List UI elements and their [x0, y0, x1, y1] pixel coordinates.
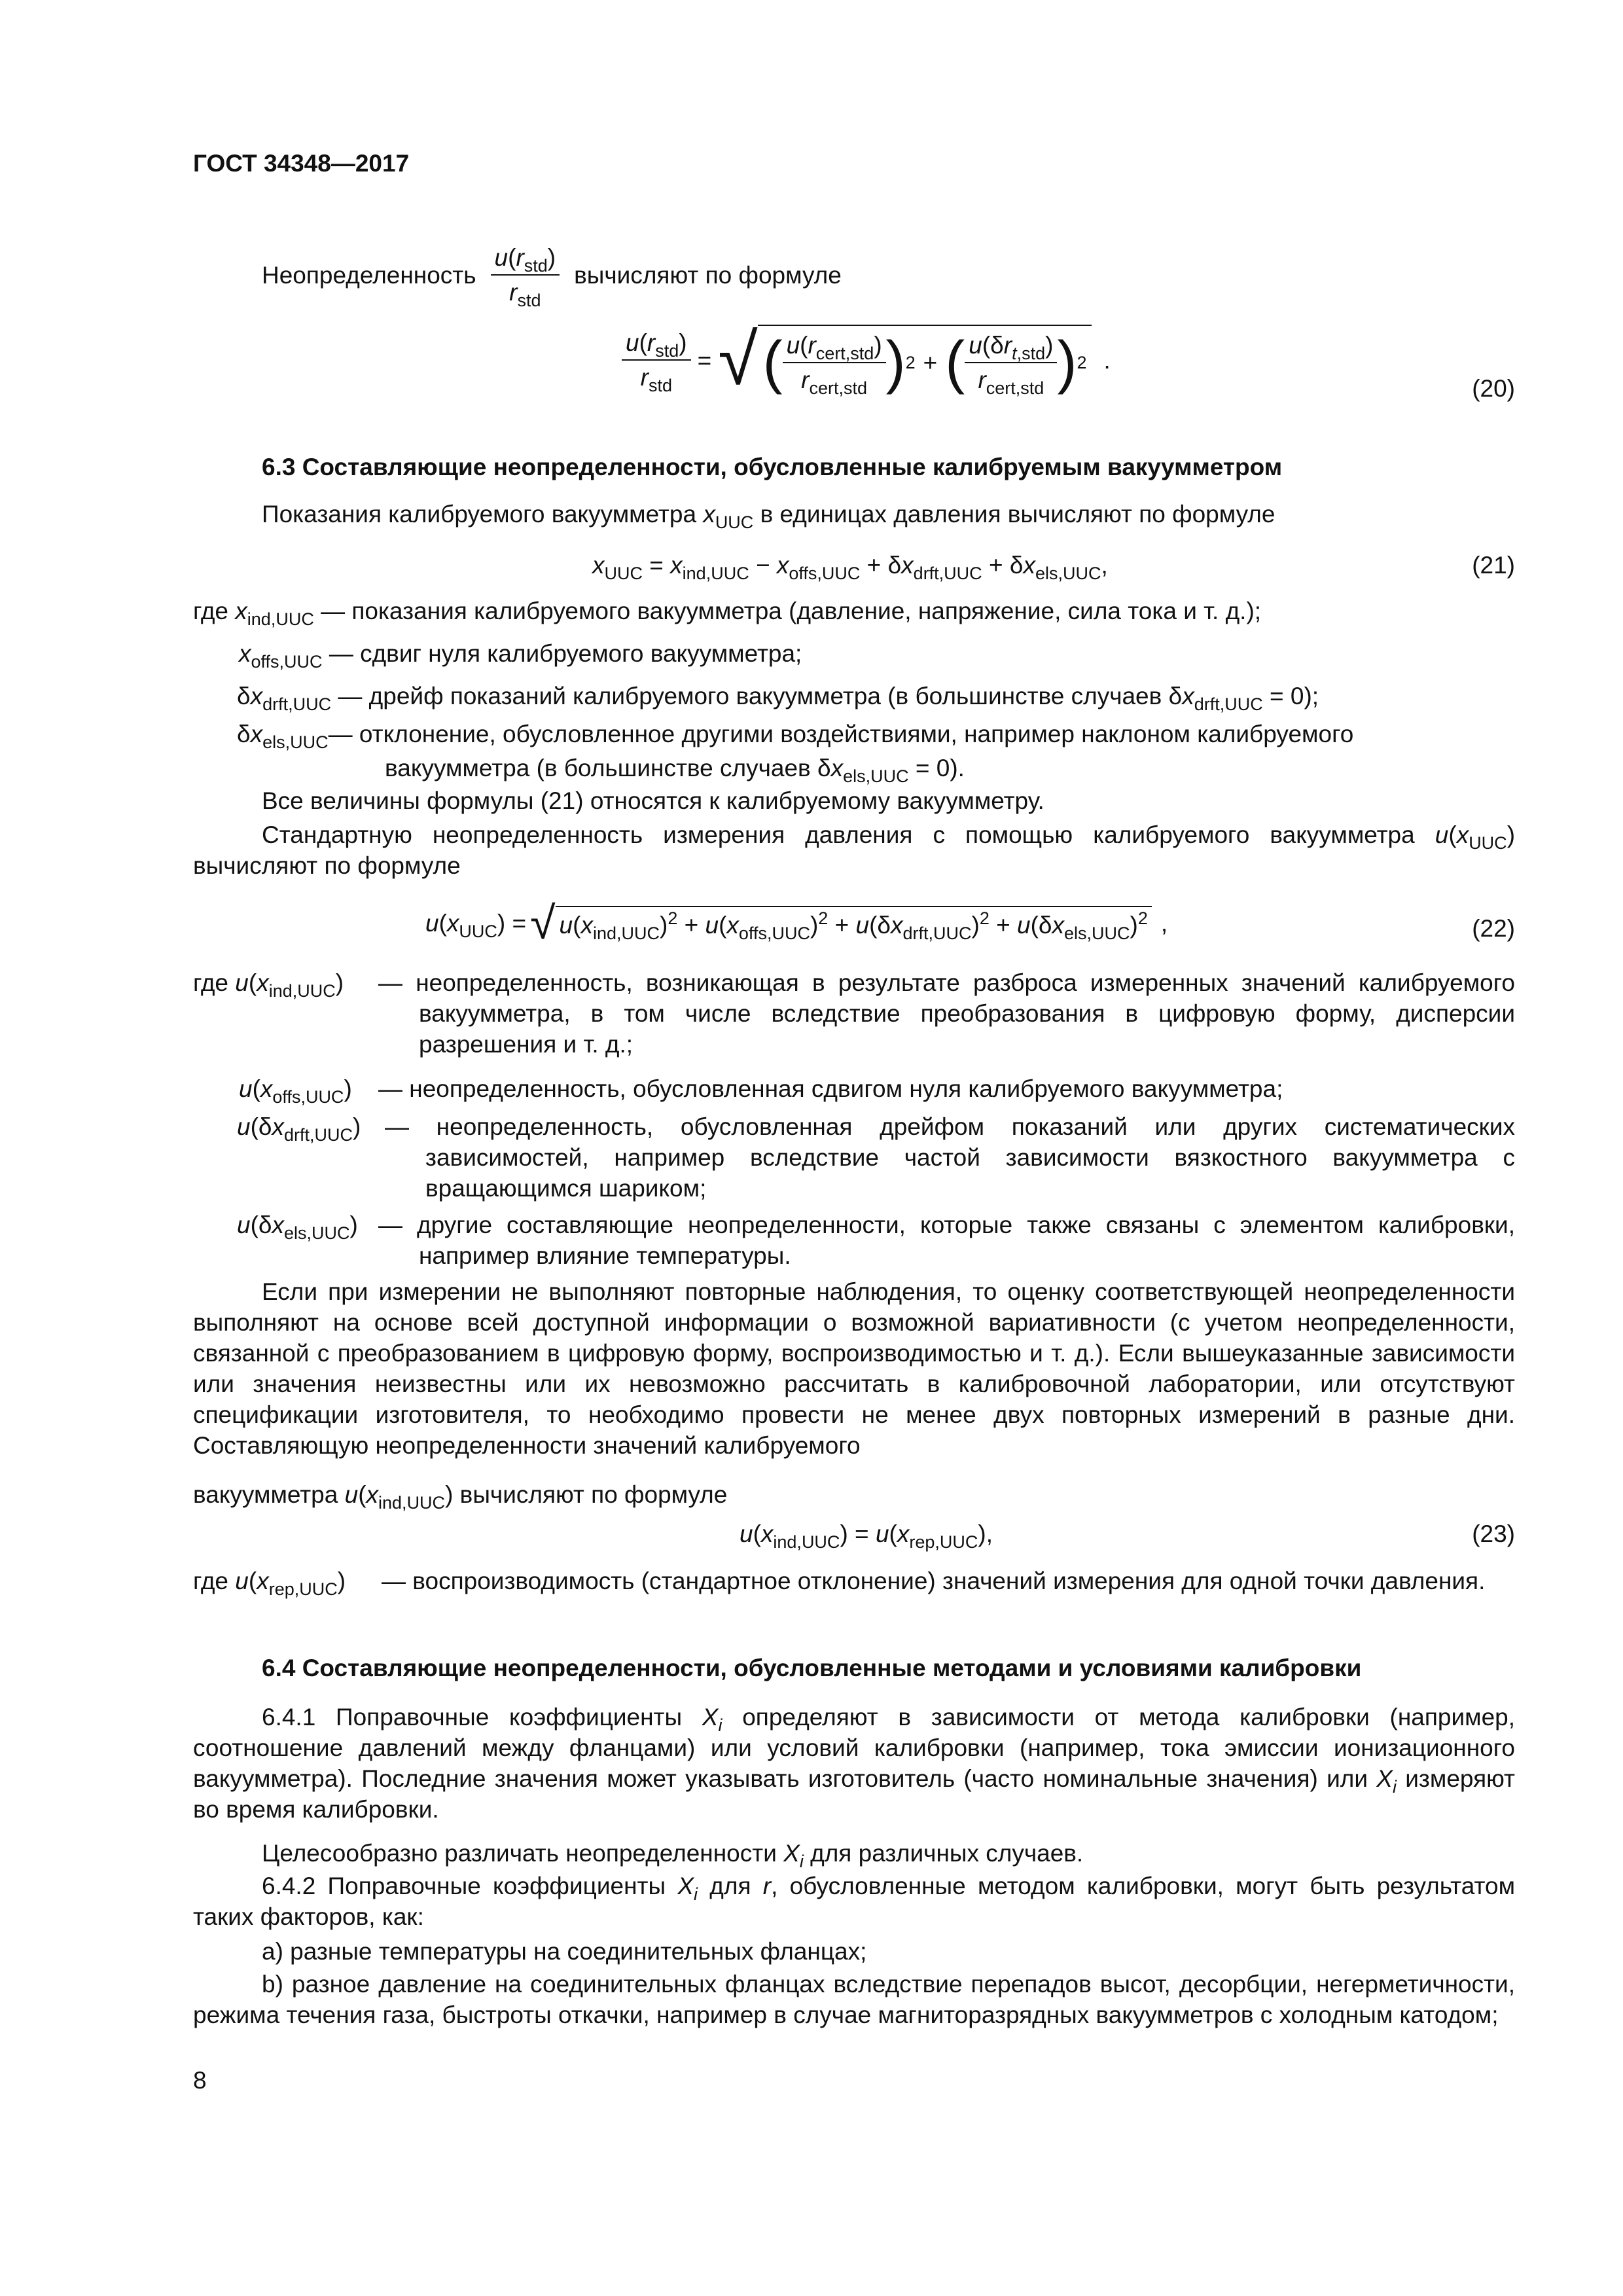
- paragraph-6-3-3-b: вычисляют по формуле: [193, 852, 461, 879]
- paragraph-6-3-2: Все величины формулы (21) относятся к калибруемому вакуумметру.: [262, 787, 1044, 814]
- where-21-line-4b: вакуумметра (в большинстве случаев $\delta x_{els,UUC} = 0$).: [385, 755, 965, 786]
- list-item-b: b) разное давление на соединительных фланцах вследствие перепадов высот, десорбции, негерметичности, режима течения газа, быстроты откачки, например в случае магниторазрядных вакуумметров с холодным катодом;: [193, 1971, 1515, 2028]
- equation-number-23: (23): [1472, 1520, 1515, 1547]
- paragraph-6-4-2-a: Целесообразно различать неопределенности: [262, 1840, 777, 1867]
- where-21-text-4a: — отклонение, обусловленное другими воздействиями, например наклоном калибруемого: [328, 721, 1354, 747]
- where-22-text-3: — неопределенность, обусловленная дрейфом показаний или других систематических зависимостей, например вследствие частой зависимости вязкостного вакуумметра с вращающимся шариком;: [385, 1113, 1515, 1202]
- where-22-term-1: где $u(x_{ind,UUC})$: [193, 969, 344, 1001]
- paragraph-6-3-1-post: в единицах давления вычисляют по формуле: [760, 501, 1275, 528]
- where-21-text-2: — сдвиг нуля калибруемого вакуумметра;: [329, 640, 802, 667]
- where-22-text-1: — неопределенность, возникающая в результате разброса измеренных значений калибруемого вакуумметра, в том числе вследствие преобразования в цифровую форму, дисперсии разрешения и т. д.;: [378, 969, 1515, 1058]
- equation-number-21: (21): [1472, 552, 1515, 579]
- where-21-text-3: — дрейф показаний калибруемого вакуумметра (в большинстве случаев: [338, 683, 1162, 709]
- where-22-term-3: $u(\delta x_{drft,UUC})$: [237, 1113, 361, 1145]
- where-22-text-2: — неопределенность, обусловленная сдвигом нуля калибруемого вакуумметра;: [378, 1075, 1283, 1102]
- where-22-term-4: $u(\delta x_{els,UUC})$: [237, 1211, 358, 1243]
- where-22-term-2: $u(x_{offs,UUC})$: [239, 1075, 352, 1107]
- paragraph-6-3-1: Показания калибруемого вакуумметра $x_{UUC}$ в единицах давления вычисляют по формуле: [262, 501, 1275, 532]
- where-22-text-4: — другие составляющие неопределенности, которые также связаны с элементом калибровки, например влияние температуры.: [378, 1211, 1515, 1269]
- where-label-23: где: [193, 1568, 229, 1594]
- page-number: 8: [193, 2067, 207, 2094]
- formula-22: $u(x_{UUC})$ = √ $u(x_{ind,UUC})^2 + u(x_{offs,UUC})^2 + u(\delta x_{drft,UUC})^2 + u(\delta x_{els,UUC})^2$ ,: [425, 897, 1168, 948]
- where-23-term-1: где $u(x_{rep,UUC})$: [193, 1568, 346, 1599]
- paragraph-6-4-1-a: 6.4.1 Поправочные коэффициенты: [262, 1704, 683, 1731]
- paragraph-6-4-3: 6.4.2 Поправочные коэффициенты $X_i$ для r, обусловленные методом калибровки, могут быть результатом таких факторов, как:: [193, 1873, 1516, 1930]
- section-6-4-heading: 6.4 Составляющие неопределенности, обусловленные методами и условиями калибровки: [262, 1655, 1362, 1681]
- where-21-line-1: где $x_{ind,UUC}$ — показания калибруемого вакуумметра (давление, напряжение, сила тока и т. д.);: [193, 598, 1262, 629]
- paragraph-6-3-3: Стандартную неопределенность измерения давления с помощью калибруемого вакуумметра $u(x_{UUC})$ вычисляют по формуле: [193, 821, 1516, 879]
- paragraph-6-4-3-c: обусловленные методом калибровки, могут быть результатом таких факторов, как:: [193, 1873, 1516, 1930]
- where-label-22: где: [193, 969, 229, 996]
- paragraph-6-3-1-pre: Показания калибруемого вакуумметра: [262, 501, 697, 528]
- section-6-3-heading: 6.3 Составляющие неопределенности, обусловленные калибруемым вакуумметром: [262, 454, 1283, 480]
- paragraph-6-3-4-tail-pre: вакуумметра: [193, 1481, 338, 1508]
- formula-20-intro: [262, 242, 842, 308]
- where-21-text-1: — показания калибруемого вакуумметра (давление, напряжение, сила тока и т. д.);: [321, 598, 1262, 624]
- equation-number-22: (22): [1472, 915, 1515, 942]
- where-21-line-3: $\delta x_{drft,UUC}$ — дрейф показаний калибруемого вакуумметра (в большинстве случаев $\delta x_{drft,UUC} = 0$);: [237, 683, 1319, 714]
- document-header: ГОСТ 34348—2017: [193, 150, 410, 177]
- formula-21: $x_{UUC} = x_{ind,UUC} - x_{offs,UUC} + \delta x_{drft,UUC} + \delta x_{els,UUC}$,: [592, 552, 1108, 583]
- paragraph-6-3-4: Если при измерении не выполняют повторные наблюдения, то оценку соответствующей неопределенности выполняют на основе всей доступной информации о возможной вариативности (с учетом неопределенности, связанной с преобразованием в цифровую форму, воспроизводимостью и т. д.). Если вышеуказанные зависимости или значения неизвестны или их невозможно рассчитать в калибровочной лаборатории, или отсутствуют спецификации изготовителя, то необходимо провести не менее двух повторных измерений в разные дни. Составляющую неопределенности значений калибруемого: [193, 1278, 1515, 1459]
- equation-number-20: (20): [1472, 375, 1515, 402]
- where-21-line-2: $x_{offs,UUC}$ — сдвиг нуля калибруемого вакуумметра;: [239, 640, 802, 672]
- where-21-line-4: $\delta x_{els,UUC}—$ отклонение, обусловленное другими воздействиями, например наклоном калибруемого: [237, 721, 1354, 752]
- paragraph-6-4-1: 6.4.1 Поправочные коэффициенты $X_i$ определяют в зависимости от метода калибровки (например, соотношение давлений между фланцами) или условий калибровки (например, тока эмиссии ионизационного вакуумметра). Последние значения может указывать изготовитель (часто номинальные значения) или $X_i$ измеряют во время калибровки.: [193, 1704, 1516, 1823]
- where-21-text-4b: вакуумметра (в большинстве случаев: [385, 755, 811, 781]
- paragraph-6-3-4-tail: вакуумметра $u(x_{ind,UUC})$ вычисляют по формуле: [193, 1481, 728, 1513]
- paragraph-6-4-1-b: определяют в зависимости от метода калибровки (например, соотношение давлений между фланцами) или условий калибровки (например, тока эмиссии ионизационного вакуумметра). Последние значения может указывать изготовитель (часто номинальные значения) или: [193, 1704, 1516, 1792]
- formula-20: $\frac{u(r_{std})}{r_{std}}$ = √ ( $\frac{u(r_{cert,std})}{r_{cert,std}}$ ) 2 + ( $\frac{u(\delta r_{t,std})}{r_{cert,std}}$ ) 2 .: [622, 324, 1111, 396]
- paragraph-6-4-3-a: 6.4.2 Поправочные коэффициенты: [262, 1873, 666, 1899]
- paragraph-6-4-3-b: для: [709, 1873, 751, 1899]
- paragraph-6-4-1-c: измеряют во время калибровки.: [193, 1765, 1515, 1823]
- formula-20-intro-pre: Неопределенность: [262, 261, 476, 289]
- paragraph-6-3-3-a: Стандартную неопределенность измерения давления с помощью калибруемого вакуумметра: [262, 821, 1415, 848]
- list-item-a: a) разные температуры на соединительных фланцах;: [262, 1938, 867, 1965]
- where-23-text-1: — воспроизводимость (стандартное отклонение) значений измерения для одной точки давления.: [382, 1568, 1486, 1594]
- paragraph-6-4-2-b: для различных случаев.: [810, 1840, 1084, 1867]
- formula-23: $u(x_{ind,UUC}) = u(x_{rep,UUC})$,: [740, 1520, 993, 1552]
- formula-20-intro-post: вычисляют по формуле: [574, 261, 842, 289]
- fraction-u-rstd: $\frac{u(r_{std})}{r_{std}}$: [491, 242, 560, 308]
- paragraph-6-3-4-tail-post: вычисляют по формуле: [459, 1481, 728, 1508]
- paragraph-6-4-2: Целесообразно различать неопределенности $X_i$ для различных случаев.: [262, 1840, 1084, 1871]
- where-label: где: [193, 598, 229, 624]
